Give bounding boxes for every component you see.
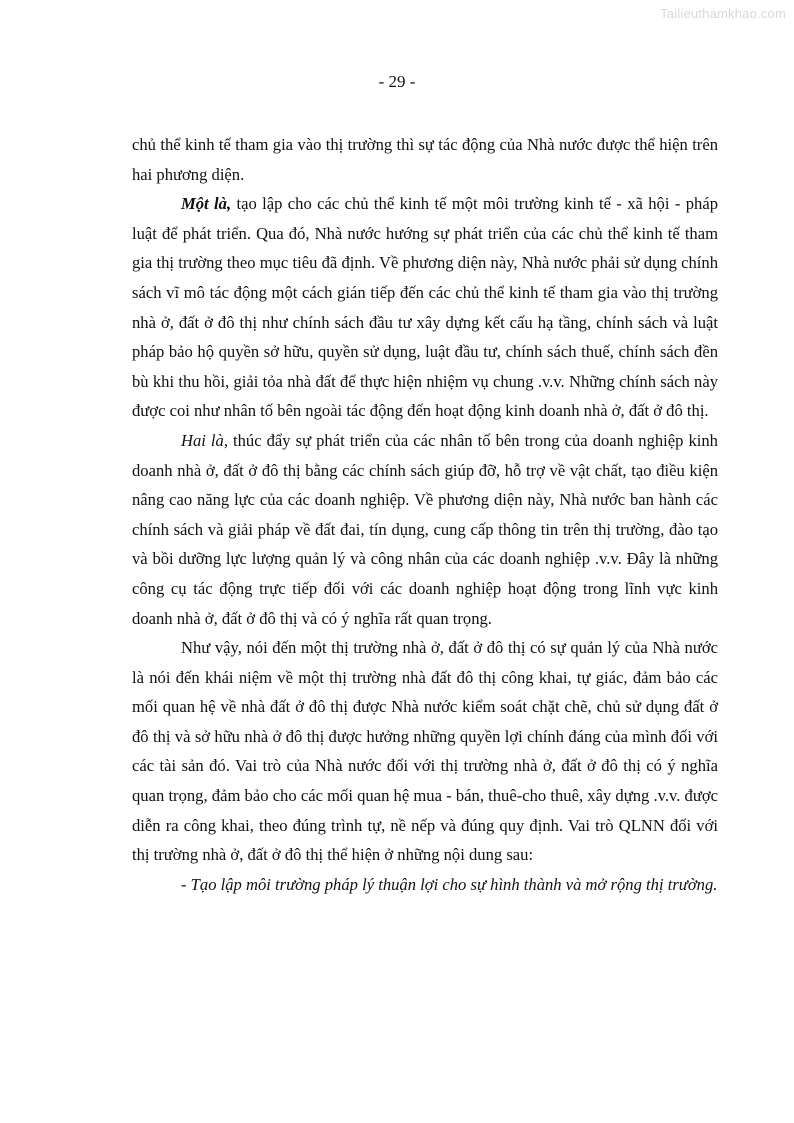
- paragraph-second-aspect: [132, 426, 718, 633]
- document-body: [132, 130, 718, 899]
- paragraph-list-item: - Tạo lập môi trường pháp lý thuận lợi cho sự hình thành và mở rộng thị trường.: [181, 874, 718, 894]
- second-aspect-body: thúc đẩy sự phát triển của các nhân tố bên trong của doanh nghiệp kinh doanh nhà ở, đất ở đô thị bằng các chính sách giúp đỡ, hỗ trợ về vật chất, tạo điều kiện nâng cao năng lực của các doanh nghiệp. Về phương diện này, Nhà nước ban hành các chính sách và giải pháp về đất đai, tín dụng, cung cấp thông tin trên thị trường, đào tạo và bồi dưỡng lực lượng quản lý và công nhân của các doanh nghiệp .v.v. Đây là những công cụ tác động trực tiếp đối với các doanh nghiệp hoạt động trong lĩnh vực kinh doanh nhà ở, đất ở đô thị và có ý nghĩa rất quan trọng.: [132, 430, 718, 628]
- paragraph-continuation: chủ thể kinh tế tham gia vào thị trường thì sự tác động của Nhà nước được thể hiện trên hai phương diện.: [132, 135, 718, 184]
- second-aspect-lead: Hai là,: [181, 430, 228, 450]
- watermark: Tailieuthamkhao.com: [660, 6, 786, 21]
- first-aspect-body: tạo lập cho các chủ thể kinh tế một môi trường kinh tế - xã hội - pháp luật để phát triển. Qua đó, Nhà nước hướng sự phát triển của các chủ thể kinh tế tham gia thị trường theo mục tiêu đã định. Về phương diện này, Nhà nước phải sử dụng chính sách vĩ mô tác động một cách gián tiếp đến các chủ thể kinh tế tham gia vào thị trường nhà ở, đất ở đô thị như chính sách đầu tư xây dựng kết cấu hạ tầng, chính sách và luật pháp bảo hộ quyền sở hữu, quyền sử dụng, luật đầu tư, chính sách thuế, chính sách đền bù khi thu hồi, giải tỏa nhà đất để thực hiện nhiệm vụ chung .v.v. Những chính sách này được coi như nhân tố bên ngoài tác động đến hoạt động kinh doanh nhà ở, đất ở đô thị.: [132, 194, 718, 421]
- page-number: - 29 -: [378, 72, 416, 91]
- paragraph-summary: Như vậy, nói đến một thị trường nhà ở, đất ở đô thị có sự quản lý của Nhà nước là nói đến khái niệm về một thị trường nhà đất đô thị công khai, tự giác, đảm bảo các mối quan hệ về nhà đất ở đô thị được Nhà nước kiểm soát chặt chẽ, chủ sử dụng đất ở đô thị và sở hữu nhà ở đô thị được hưởng những quyền lợi chính đáng của mình đối với các tài sản đó. Vai trò của Nhà nước đối với thị trường nhà ở, đất ở đô thị có ý nghĩa quan trọng, đảm bảo cho các mối quan hệ mua - bán, thuê-cho thuê, xây dựng .v.v. được diễn ra công khai, theo đúng trình tự, nề nếp và đúng quy định. Vai trò QLNN đối với thị trường nhà ở, đất ở đô thị thể hiện ở những nội dung sau:: [132, 638, 718, 865]
- first-aspect-lead: Một là,: [181, 194, 232, 214]
- paragraph-first-aspect: [132, 189, 718, 426]
